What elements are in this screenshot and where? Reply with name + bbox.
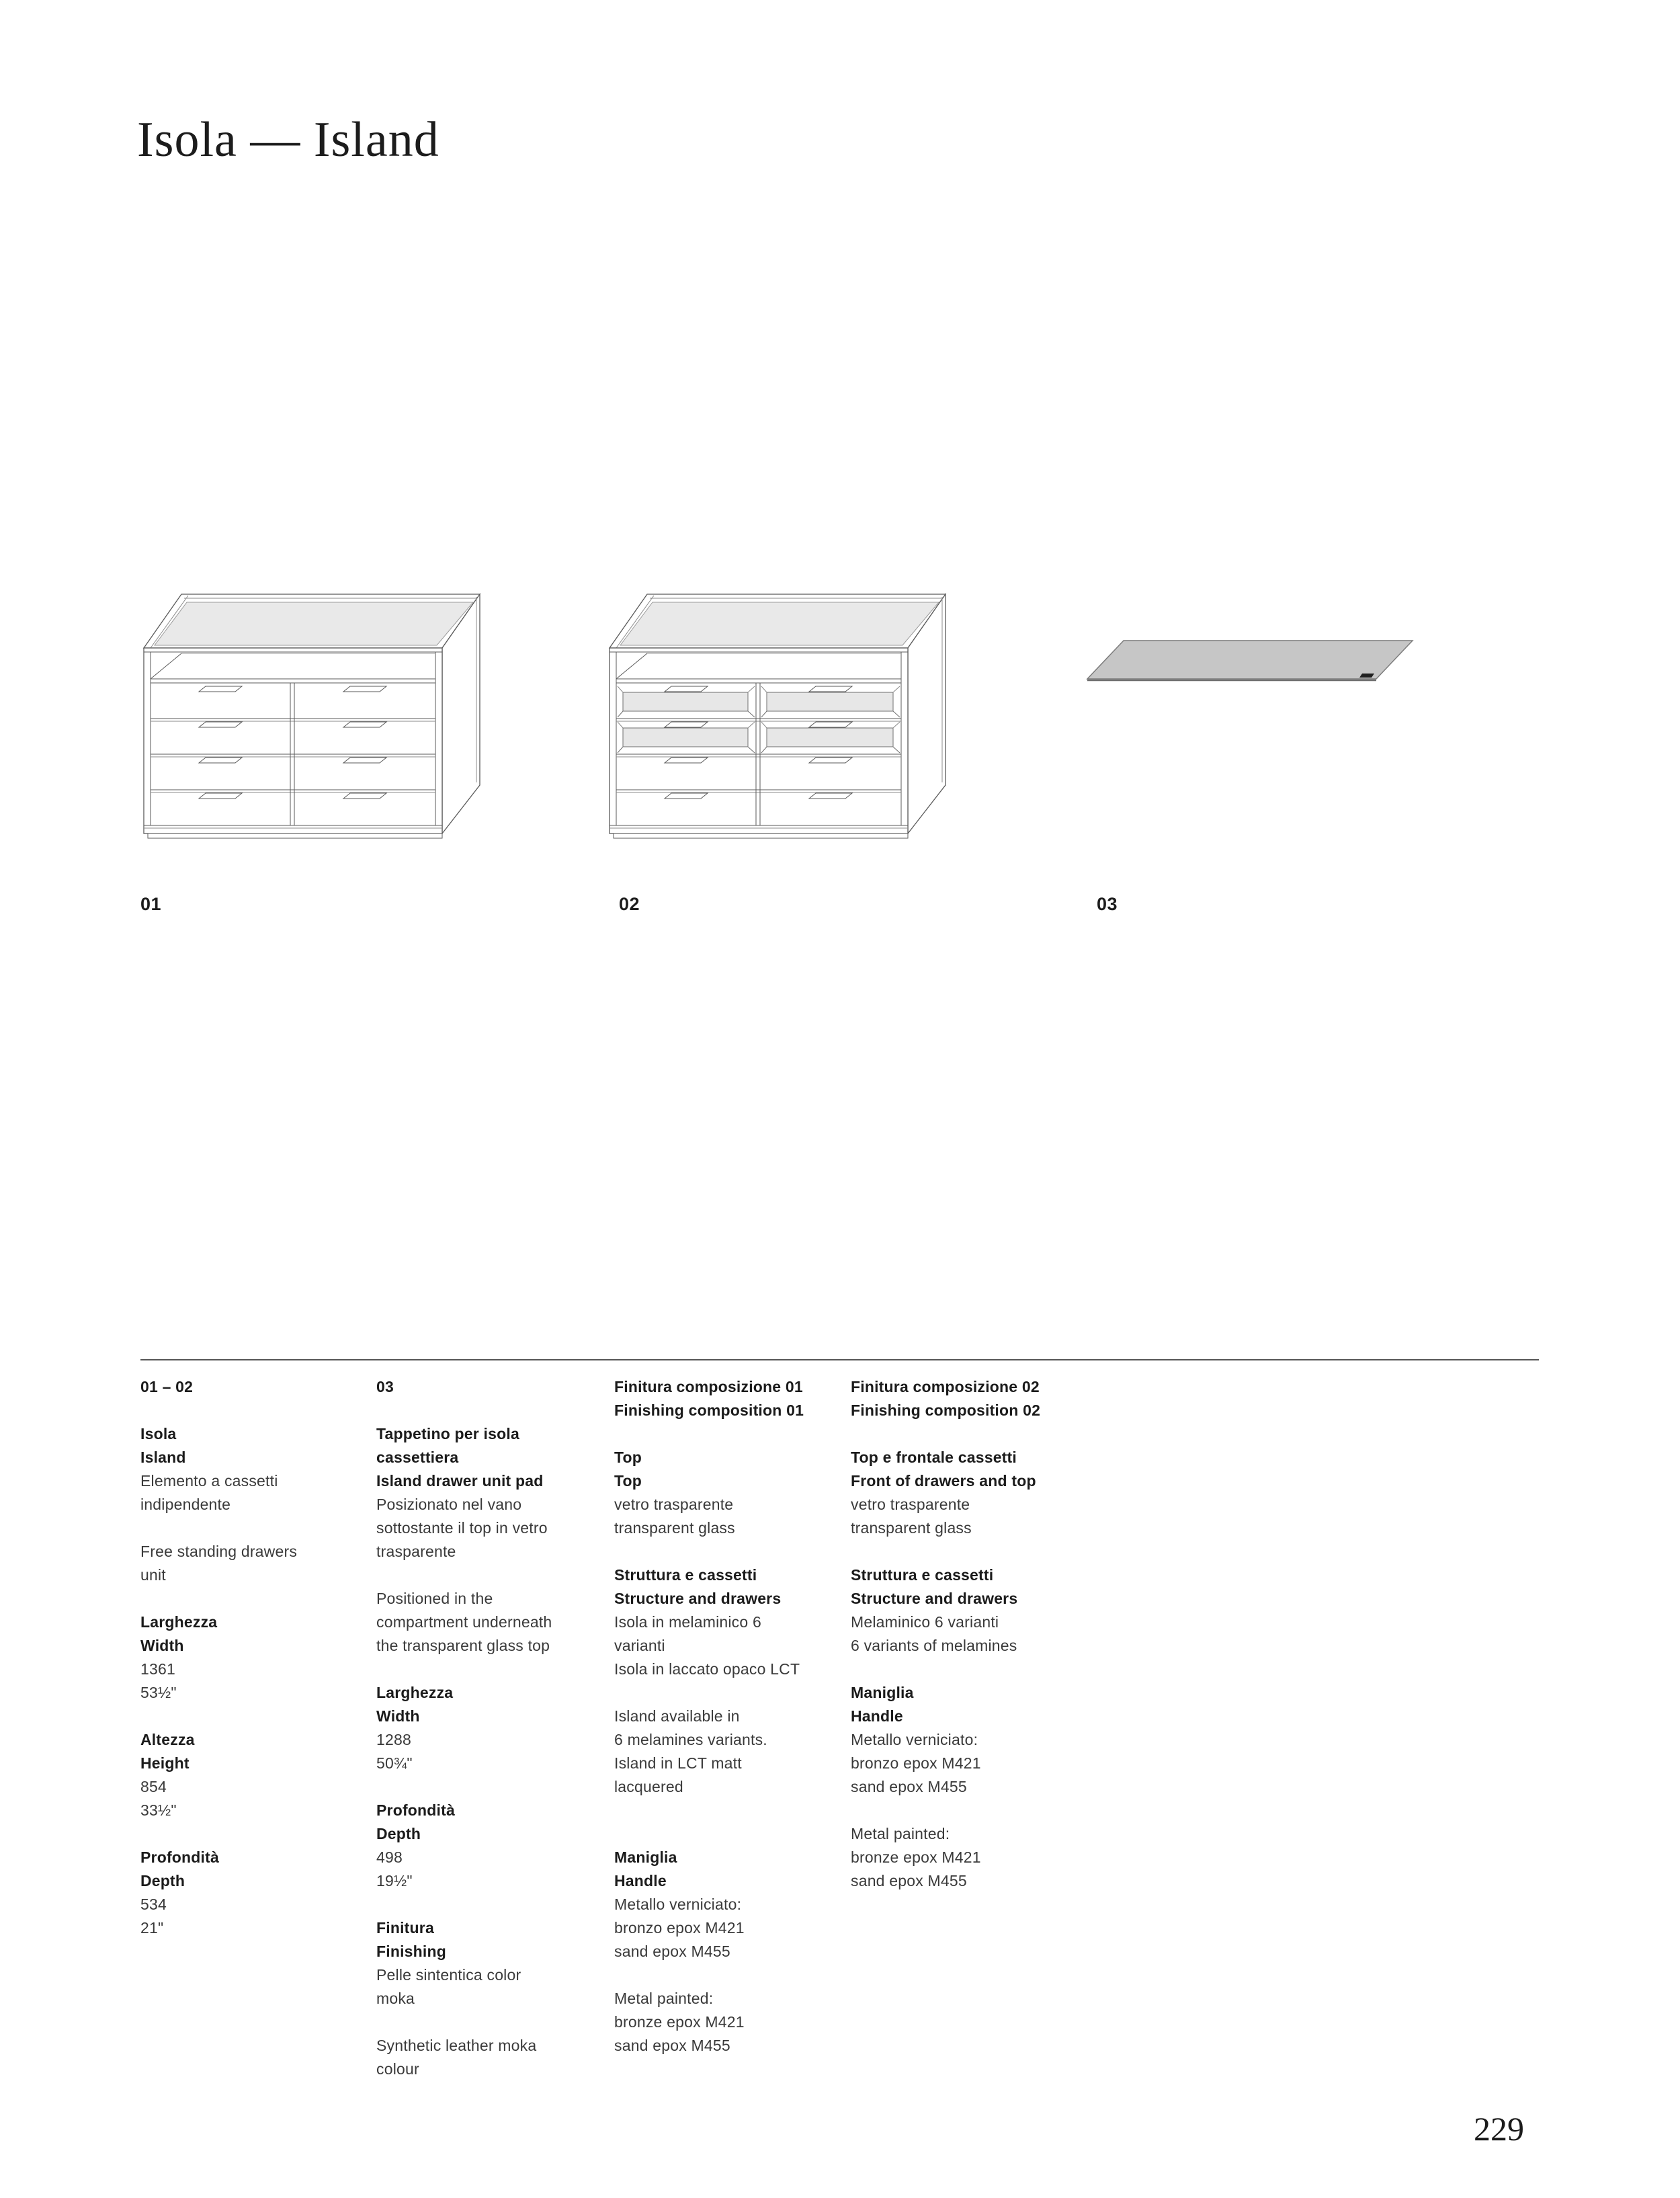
- spec-line: moka: [376, 1990, 415, 2007]
- spec-line: Top e frontale cassetti: [851, 1449, 1017, 1466]
- spec-line: Structure and drawers: [851, 1590, 1018, 1607]
- spec-column-items-01-02: [140, 1375, 372, 1940]
- spec-line: Finishing: [376, 1943, 447, 1960]
- spec-line: Width: [140, 1637, 184, 1654]
- spec-line: Isola in laccato opaco LCT: [614, 1660, 800, 1678]
- spec-line: sand epox M455: [614, 1943, 730, 1960]
- spec-line: Metal painted:: [614, 1990, 714, 2007]
- spec-line: Finitura: [376, 1919, 434, 1937]
- spec-line: Height: [140, 1754, 190, 1772]
- page-title: Isola — Island: [137, 112, 439, 167]
- spec-line: Depth: [140, 1872, 185, 1889]
- spec-line: Synthetic leather moka: [376, 2037, 537, 2054]
- spec-line: [851, 1799, 1083, 1822]
- spec-column-composition-01: [614, 1375, 846, 2058]
- drawer-unit-02-drawing: [587, 577, 953, 846]
- spec-line: [851, 1658, 1083, 1681]
- spec-line: indipendente: [140, 1496, 231, 1513]
- spec-line: Tappetino per isola: [376, 1425, 519, 1442]
- spec-line: trasparente: [376, 1543, 456, 1560]
- spec-line: Larghezza: [376, 1684, 454, 1701]
- spec-line: Width: [376, 1707, 420, 1725]
- spec-line: Finishing composition 02: [851, 1401, 1041, 1419]
- spec-line: Maniglia: [614, 1848, 677, 1866]
- spec-line: unit: [140, 1566, 166, 1584]
- figure-label-01: 01: [140, 894, 162, 914]
- spec-line: Posizionato nel vano: [376, 1496, 522, 1513]
- spec-line: Finitura composizione 02: [851, 1378, 1040, 1395]
- spec-line: 03: [376, 1378, 394, 1395]
- spec-line: Metallo verniciato:: [851, 1731, 978, 1748]
- spec-line: Front of drawers and top: [851, 1472, 1036, 1490]
- spec-line: Handle: [851, 1707, 903, 1725]
- spec-line: lacquered: [614, 1778, 683, 1795]
- spec-line: [376, 1775, 608, 1799]
- spec-line: [140, 1587, 372, 1611]
- spec-line: Handle: [614, 1872, 667, 1889]
- spec-line: [614, 1681, 846, 1705]
- spec-line: Elemento a cassetti: [140, 1472, 278, 1490]
- spec-line: 33½": [140, 1801, 177, 1819]
- spec-line: compartment underneath: [376, 1613, 552, 1631]
- glass-top-panel: [620, 602, 939, 645]
- spec-line: vetro trasparente: [614, 1496, 734, 1513]
- spec-line: [376, 1893, 608, 1916]
- spec-line: Metal painted:: [851, 1825, 950, 1842]
- spec-line: [376, 1658, 608, 1681]
- spec-line: bronzo epox M421: [614, 1919, 745, 1937]
- spec-line: sand epox M455: [851, 1872, 967, 1889]
- section-divider: [140, 1359, 1539, 1360]
- spec-line: transparent glass: [614, 1519, 735, 1537]
- figure-label-02: 02: [619, 894, 640, 914]
- spec-line: sottostante il top in vetro: [376, 1519, 548, 1537]
- spec-line: vetro trasparente: [851, 1496, 970, 1513]
- spec-line: 854: [140, 1778, 167, 1795]
- drawer-unit-01-drawing: [121, 577, 487, 846]
- spec-line: [140, 1516, 372, 1540]
- page-number: 229: [1474, 2110, 1524, 2148]
- spec-line: Finitura composizione 01: [614, 1378, 803, 1395]
- spec-column-item-03: [376, 1375, 608, 2081]
- spec-line: 50¾": [376, 1754, 413, 1772]
- spec-line: Pelle sintentica color: [376, 1966, 521, 1984]
- spec-line: the transparent glass top: [376, 1637, 550, 1654]
- spec-line: 19½": [376, 1872, 413, 1889]
- spec-line: [140, 1705, 372, 1728]
- spec-line: Island in LCT matt: [614, 1754, 742, 1772]
- spec-line: Island: [140, 1449, 186, 1466]
- spec-line: [376, 1399, 608, 1422]
- spec-line: 53½": [140, 1684, 177, 1701]
- spec-line: Finishing composition 01: [614, 1401, 804, 1419]
- figure-label-03: 03: [1097, 894, 1118, 914]
- spec-line: [614, 1822, 846, 1846]
- spec-line: Island drawer unit pad: [376, 1472, 544, 1490]
- spec-line: varianti: [614, 1637, 665, 1654]
- spec-line: colour: [376, 2060, 419, 2078]
- spec-line: bronze epox M421: [851, 1848, 981, 1866]
- spec-line: [614, 1963, 846, 1987]
- spec-line: [376, 1563, 608, 1587]
- spec-line: Isola in melaminico 6: [614, 1613, 761, 1631]
- spec-line: bronzo epox M421: [851, 1754, 981, 1772]
- spec-line: 6 melamines variants.: [614, 1731, 767, 1748]
- spec-line: Struttura e cassetti: [614, 1566, 757, 1584]
- spec-line: Struttura e cassetti: [851, 1566, 994, 1584]
- spec-line: sand epox M455: [851, 1778, 967, 1795]
- spec-line: bronze epox M421: [614, 2013, 745, 2031]
- spec-line: 1361: [140, 1660, 175, 1678]
- spec-column-composition-02: [851, 1375, 1083, 1893]
- spec-line: Positioned in the: [376, 1590, 493, 1607]
- spec-line: Profondità: [376, 1801, 455, 1819]
- spec-line: 534: [140, 1896, 167, 1913]
- spec-line: Top: [614, 1472, 642, 1490]
- spec-line: Maniglia: [851, 1684, 914, 1701]
- pad-surface: [1087, 641, 1413, 679]
- spec-line: sand epox M455: [614, 2037, 730, 2054]
- spec-line: 1288: [376, 1731, 411, 1748]
- spec-line: Free standing drawers: [140, 1543, 298, 1560]
- spec-line: Depth: [376, 1825, 421, 1842]
- spec-line: [614, 1422, 846, 1446]
- spec-line: Profondità: [140, 1848, 219, 1866]
- spec-line: [614, 1799, 846, 1822]
- spec-line: Melaminico 6 varianti: [851, 1613, 999, 1631]
- spec-line: transparent glass: [851, 1519, 972, 1537]
- spec-line: [376, 2010, 608, 2034]
- spec-line: 01 – 02: [140, 1378, 194, 1395]
- spec-line: [614, 1540, 846, 1563]
- drawer-unit-pad-drawing: [1075, 577, 1425, 846]
- spec-line: 21": [140, 1919, 164, 1937]
- spec-line: 6 variants of melamines: [851, 1637, 1017, 1654]
- spec-line: Larghezza: [140, 1613, 218, 1631]
- spec-line: Top: [614, 1449, 642, 1466]
- spec-line: [851, 1540, 1083, 1563]
- spec-line: Isola: [140, 1425, 177, 1442]
- spec-line: 498: [376, 1848, 403, 1866]
- spec-line: Island available in: [614, 1707, 740, 1725]
- spec-line: [140, 1822, 372, 1846]
- spec-line: Altezza: [140, 1731, 195, 1748]
- spec-line: [140, 1399, 372, 1422]
- spec-line: [851, 1422, 1083, 1446]
- spec-line: Structure and drawers: [614, 1590, 782, 1607]
- spec-line: cassettiera: [376, 1449, 459, 1466]
- glass-top-panel: [155, 602, 473, 645]
- spec-line: Metallo verniciato:: [614, 1896, 742, 1913]
